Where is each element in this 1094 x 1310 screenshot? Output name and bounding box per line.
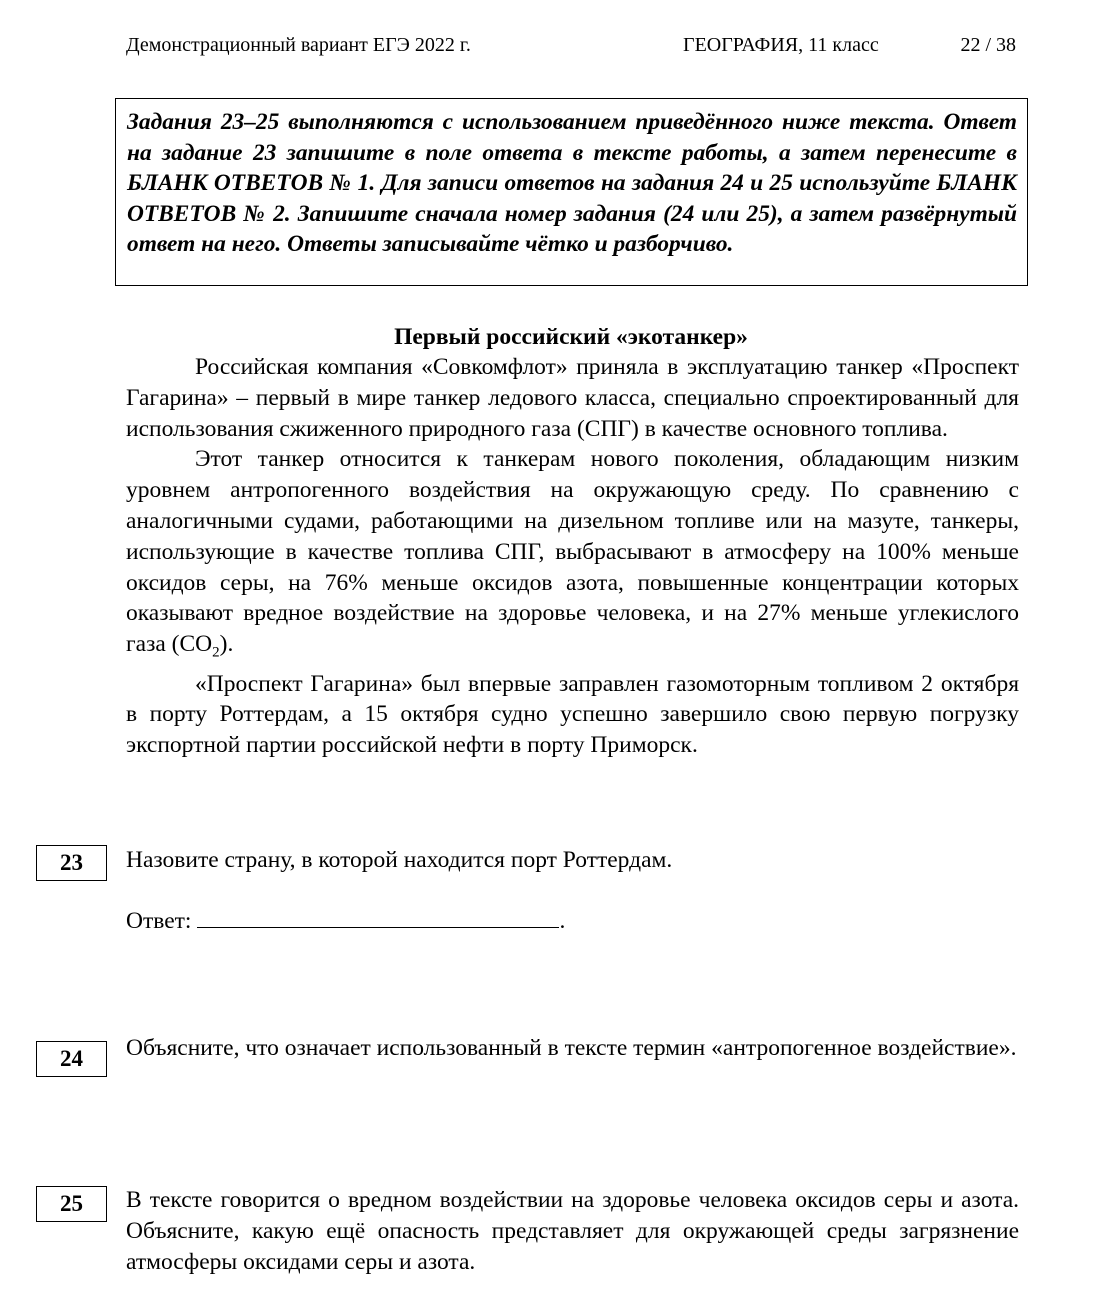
subject-label: ГЕОГРАФИЯ, 11 класс bbox=[683, 34, 879, 56]
task-24-text: Объясните, что означает использованный в тексте термин «антропогенное воздействие». bbox=[126, 1035, 1017, 1061]
task-24-number-box: 24 bbox=[36, 1041, 107, 1077]
task-25-number-box: 25 bbox=[36, 1186, 107, 1222]
article-title: Первый российский «экотанкер» bbox=[394, 324, 748, 350]
page-number: 22 / 38 bbox=[960, 34, 1016, 56]
task-23-text: Назовите страну, в которой находится порт Роттердам. bbox=[126, 847, 673, 873]
article-paragraph-2 bbox=[126, 444, 1019, 668]
article-body bbox=[126, 352, 1019, 761]
answer-line bbox=[126, 905, 565, 936]
article-paragraph-1: Российская компания «Совкомфлот» приняла в эксплуатацию танкер «Проспект Гагарина» – первый в мире танкер ледового класса, специально спроектированный для использования сжиженного природного газа (СПГ) в качестве основного топлива. bbox=[126, 354, 1019, 442]
article-paragraph-3: «Проспект Гагарина» был впервые заправлен газомоторным топливом 2 октября в порту Роттердам, а 15 октября судно успешно завершило свою первую погрузку экспортной партии российской нефти в порту Приморск. bbox=[126, 670, 1019, 759]
answer-end: . bbox=[559, 908, 566, 934]
task-23-number-box: 23 bbox=[36, 845, 107, 881]
instructions-box: Задания 23–25 выполняются с использованием приведённого ниже текста. Ответ на задание 23 запишите в поле ответа в тексте работы, а затем перенесите в БЛАНК ОТВЕТОВ № 1. Для записи ответов на задания 24 и 25 используйте БЛАНК ОТВЕТОВ № 2. Запишите сначала номер задания (24 или 25), а затем развёрнутый ответ на него. Ответы записывайте чётко и разборчиво. bbox=[115, 98, 1028, 286]
article-paragraph-2-end: ). bbox=[219, 631, 234, 658]
exam-title: Демонстрационный вариант ЕГЭ 2022 г. bbox=[126, 34, 471, 56]
task-25-text: В тексте говорится о вредном воздействии на здоровье человека оксидов серы и азота. Объясните, какую ещё опасность представляет для окружающей среды загрязнение атмосферы оксидами серы и азота. bbox=[126, 1187, 1019, 1275]
answer-field[interactable] bbox=[197, 905, 559, 928]
co2-subscript: 2 bbox=[212, 644, 220, 661]
article-paragraph-2-text: Этот танкер относится к танкерам нового поколения, обладающим низким уровнем антропогенного воздействия на окружающую среду. По сравнению с аналогичными судами, работающими на дизельном топливе или на мазуте, танкеры, использующие в качестве топлива СПГ, выбрасывают в атмосферу на 100% меньше оксидов серы, на 76% меньше оксидов азота, повышенные концентрации которых оказывают вредное воздействие на здоровье человека, и на 27% меньше углекислого газа (CO bbox=[126, 446, 1019, 658]
page-header bbox=[126, 34, 1016, 64]
answer-label: Ответ: bbox=[126, 908, 192, 934]
